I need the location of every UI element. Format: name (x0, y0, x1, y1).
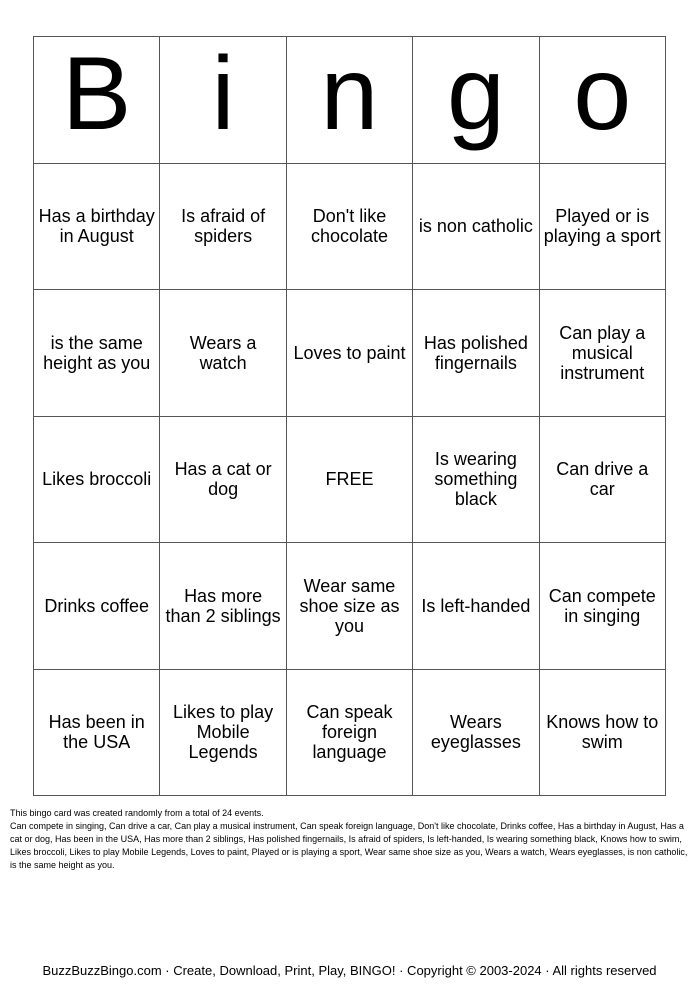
bingo-cell: Knows how to swim (539, 669, 665, 796)
header-letter-g: g (413, 37, 539, 164)
header-letter-o: o (539, 37, 665, 164)
bingo-cell: Has polished fingernails (413, 290, 539, 417)
card-row-4 (34, 543, 666, 670)
bingo-cell: Has a cat or dog (160, 416, 286, 543)
bingo-cell: is non catholic (413, 163, 539, 290)
bingo-cell: Drinks coffee (34, 543, 160, 670)
card-footnote (10, 807, 694, 872)
page-footer: BuzzBuzzBingo.com · Create, Download, Print, Play, BINGO! · Copyright © 2003-2024 · All rights reserved (42, 963, 657, 978)
bingo-cell: Wears eyeglasses (413, 669, 539, 796)
bingo-cell: Can play a musical instrument (539, 290, 665, 417)
header-row (34, 37, 666, 164)
card-row-5 (34, 669, 666, 796)
bingo-cell: Has a birthday in August (34, 163, 160, 290)
bingo-cell: Can drive a car (539, 416, 665, 543)
bingo-cell: Has been in the USA (34, 669, 160, 796)
bingo-cell: Played or is playing a sport (539, 163, 665, 290)
bingo-cell: Likes broccoli (34, 416, 160, 543)
bingo-cell: Don't like chocolate (286, 163, 412, 290)
header-letter-n: n (286, 37, 412, 164)
bingo-cell: Loves to paint (286, 290, 412, 417)
bingo-cell: Is left-handed (413, 543, 539, 670)
footnote-event-list: Can compete in singing, Can drive a car, Can play a musical instrument, Can speak foreign language, Don't like chocolate, Drinks coffee, Has a birthday in August, Has a cat or dog, Has been in the USA, Has more than 2 siblings, Has polished fingernails, Is afraid of spiders, Is left-handed, Is wearing something black, Knows how to swim, Likes broccoli, Likes to play Mobile Legends, Loves to paint, Played or is playing a sport, Wear same shoe size as you, Wears a watch, Wears eyeglasses, is non catholic, is the same height as you. (10, 821, 688, 870)
bingo-cell: Can compete in singing (539, 543, 665, 670)
bingo-cell: is the same height as you (34, 290, 160, 417)
bingo-cell: Wears a watch (160, 290, 286, 417)
free-space-cell: FREE (286, 416, 412, 543)
header-letter-i: i (160, 37, 286, 164)
card-row-2 (34, 290, 666, 417)
bingo-cell: Can speak foreign language (286, 669, 412, 796)
footnote-intro: This bingo card was created randomly from a total of 24 events. (10, 808, 264, 818)
bingo-cell: Likes to play Mobile Legends (160, 669, 286, 796)
card-row-1 (34, 163, 666, 290)
card-row-3 (34, 416, 666, 543)
bingo-card (33, 36, 666, 796)
bingo-cell: Wear same shoe size as you (286, 543, 412, 670)
bingo-cell: Has more than 2 siblings (160, 543, 286, 670)
bingo-cell: Is wearing something black (413, 416, 539, 543)
bingo-cell: Is afraid of spiders (160, 163, 286, 290)
header-letter-b: B (34, 37, 160, 164)
